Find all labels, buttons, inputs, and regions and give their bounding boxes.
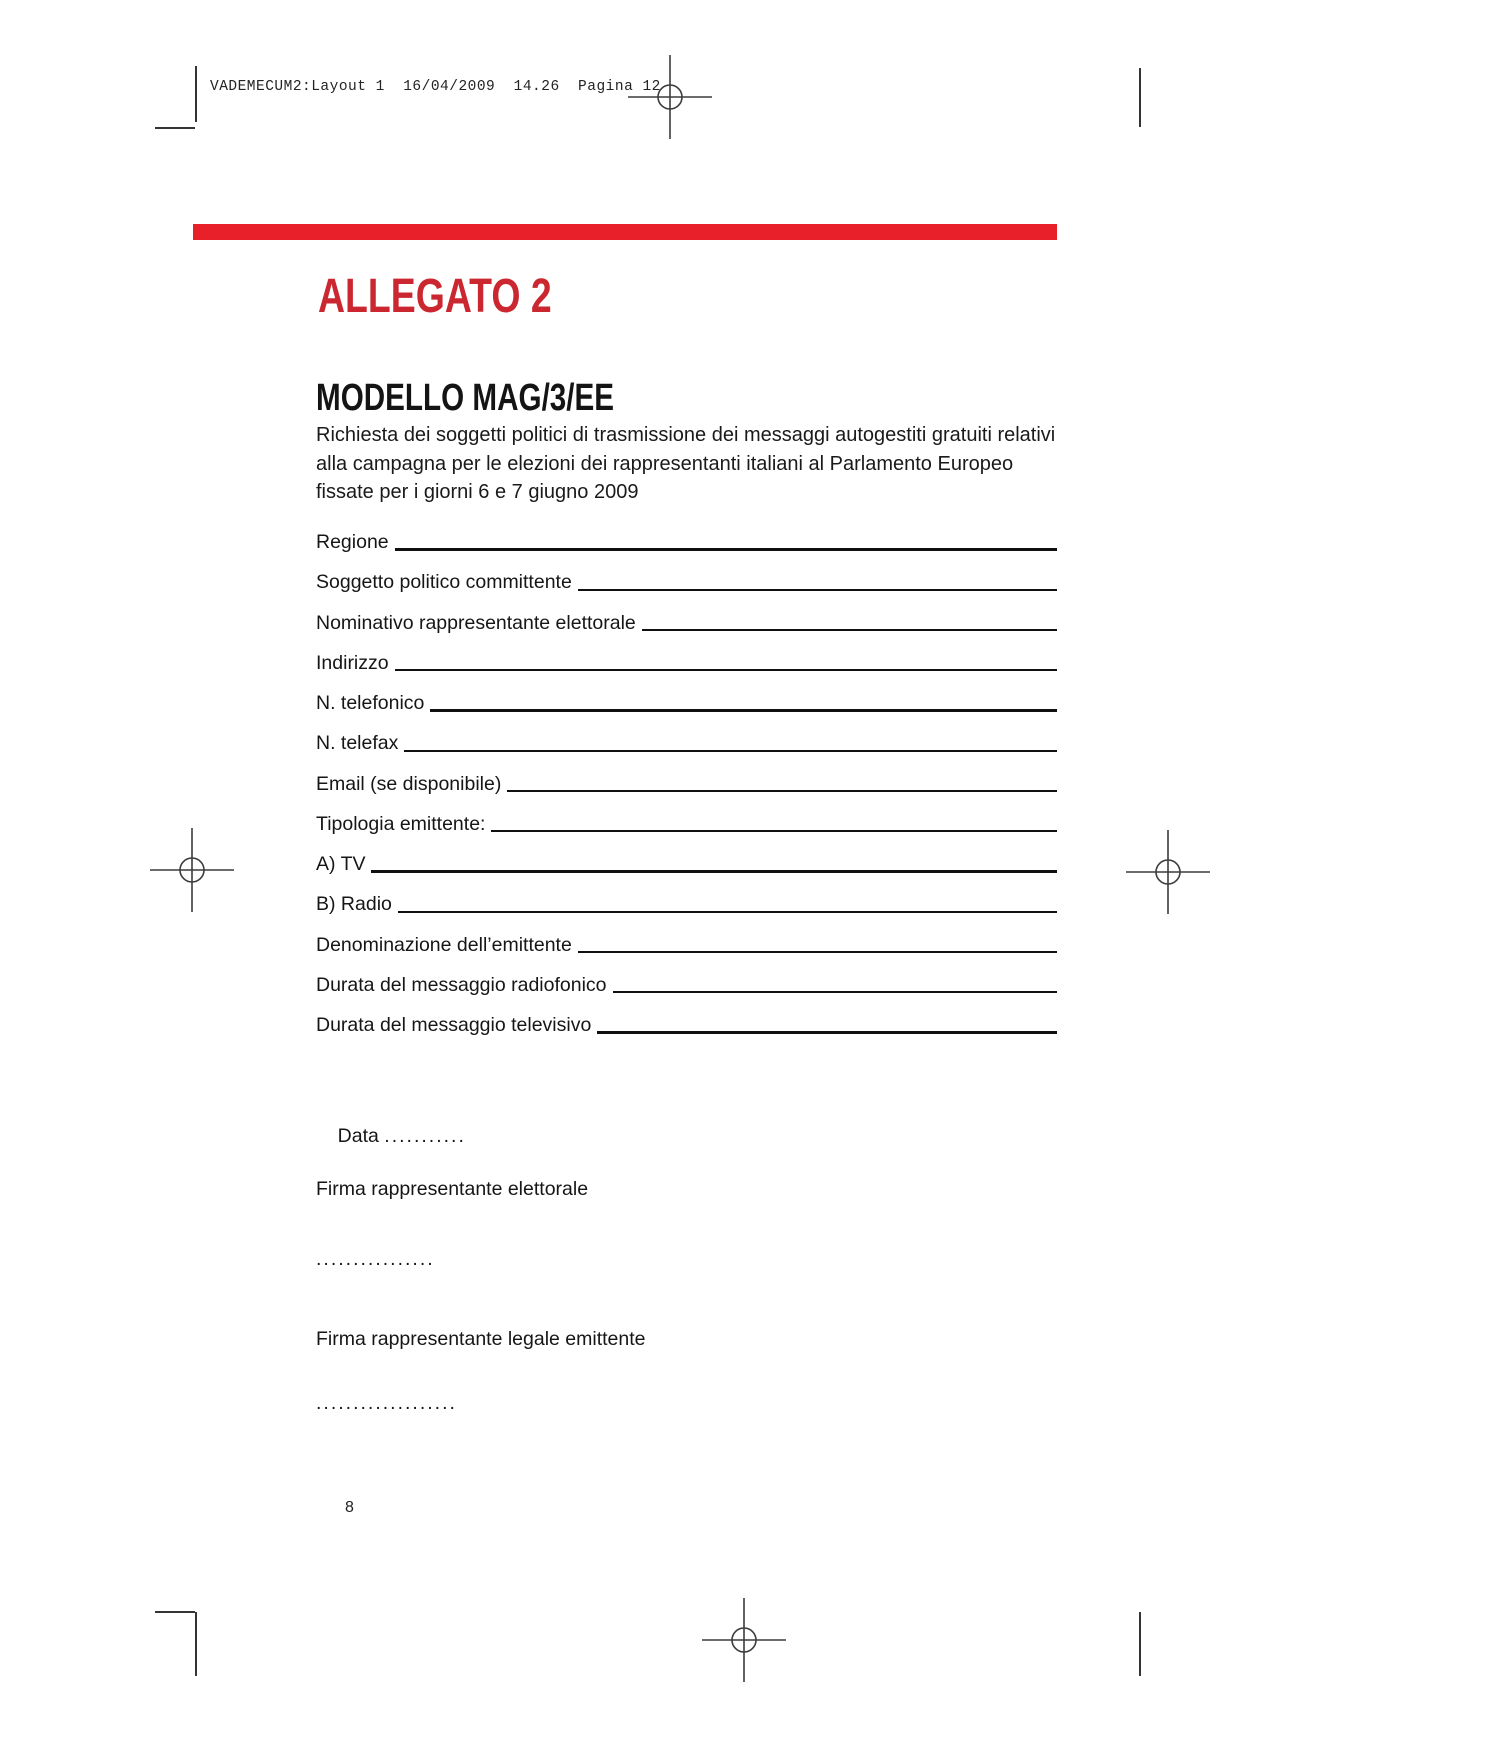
date-label: Data [337, 1125, 379, 1147]
crop-mark [155, 1611, 195, 1613]
crop-mark [155, 127, 195, 129]
field-fill-line [613, 991, 1057, 993]
date-line [316, 1096, 466, 1177]
intro-line: fissate per i giorni 6 e 7 giugno 2009 [316, 481, 639, 503]
registration-mark [1120, 824, 1216, 920]
field-label: N. telefonico [316, 692, 425, 714]
field-fill-line [395, 669, 1057, 671]
field-label: Email (se disponibile) [316, 772, 502, 795]
form-row [316, 851, 1057, 878]
field-label: Soggetto politico committente [316, 571, 572, 594]
field-label: Regione [316, 531, 389, 553]
form-row [316, 891, 1057, 918]
field-label: Indirizzo [316, 651, 389, 674]
crop-mark [1139, 68, 1141, 127]
crop-mark [195, 66, 197, 122]
form-row [316, 932, 1057, 959]
intro-paragraph [316, 421, 1055, 507]
intro-line: Richiesta dei soggetti politici di trasmissione dei messaggi autogestiti gratuiti relativi [316, 424, 1056, 446]
field-fill-line [597, 1031, 1057, 1033]
form-row [316, 771, 1057, 798]
signature-label-electoral: Firma rappresentante elettorale [316, 1178, 589, 1200]
registration-mark [144, 822, 240, 918]
date-dotted-blank: ........... [384, 1125, 466, 1147]
form-row [316, 610, 1057, 637]
field-label: N. telefax [316, 732, 399, 755]
form-row [316, 1012, 1057, 1039]
form-title: MODELLO MAG/3/EE [316, 377, 615, 419]
annex-heading: ALLEGATO 2 [318, 270, 552, 323]
field-fill-line [395, 548, 1057, 550]
accent-bar [193, 224, 1057, 240]
registration-mark [696, 1592, 792, 1688]
signature-dotted-blank-electoral: ................ [316, 1248, 435, 1270]
intro-line: alla campagna per le elezioni dei rappresentanti italiani al Parlamento Europeo [316, 452, 1014, 475]
field-fill-line [578, 589, 1057, 591]
field-fill-line [578, 951, 1057, 953]
field-label: B) Radio [316, 893, 392, 916]
field-fill-line [642, 629, 1057, 631]
field-label: Tipologia emittente: [316, 812, 486, 835]
field-label: A) TV [316, 853, 366, 875]
signature-label-legal: Firma rappresentante legale emittente [316, 1328, 646, 1350]
form-row [316, 569, 1057, 596]
field-label: Nominativo rappresentante elettorale [316, 611, 636, 634]
field-label: Durata del messaggio televisivo [316, 1014, 592, 1036]
page-number: 8 [345, 1499, 354, 1516]
field-fill-line [430, 709, 1057, 711]
field-fill-line [491, 830, 1057, 832]
form-row [316, 529, 1057, 556]
field-label: Durata del messaggio radiofonico [316, 973, 607, 996]
crop-mark [1139, 1612, 1141, 1676]
printer-slug: VADEMECUM2:Layout 1 16/04/2009 14.26 Pagina 12 [210, 79, 661, 95]
field-fill-line [507, 790, 1057, 792]
field-fill-line [404, 750, 1057, 752]
field-fill-line [398, 911, 1057, 913]
form-row [316, 811, 1057, 838]
field-fill-line [371, 870, 1057, 872]
field-label: Denominazione dell’emittente [316, 933, 572, 956]
form-row [316, 690, 1057, 717]
form-row [316, 730, 1057, 757]
signature-dotted-blank-legal: ................... [316, 1392, 457, 1414]
form-row [316, 650, 1057, 677]
crop-mark [195, 1612, 197, 1676]
form-row [316, 972, 1057, 999]
registration-mark [622, 49, 718, 145]
